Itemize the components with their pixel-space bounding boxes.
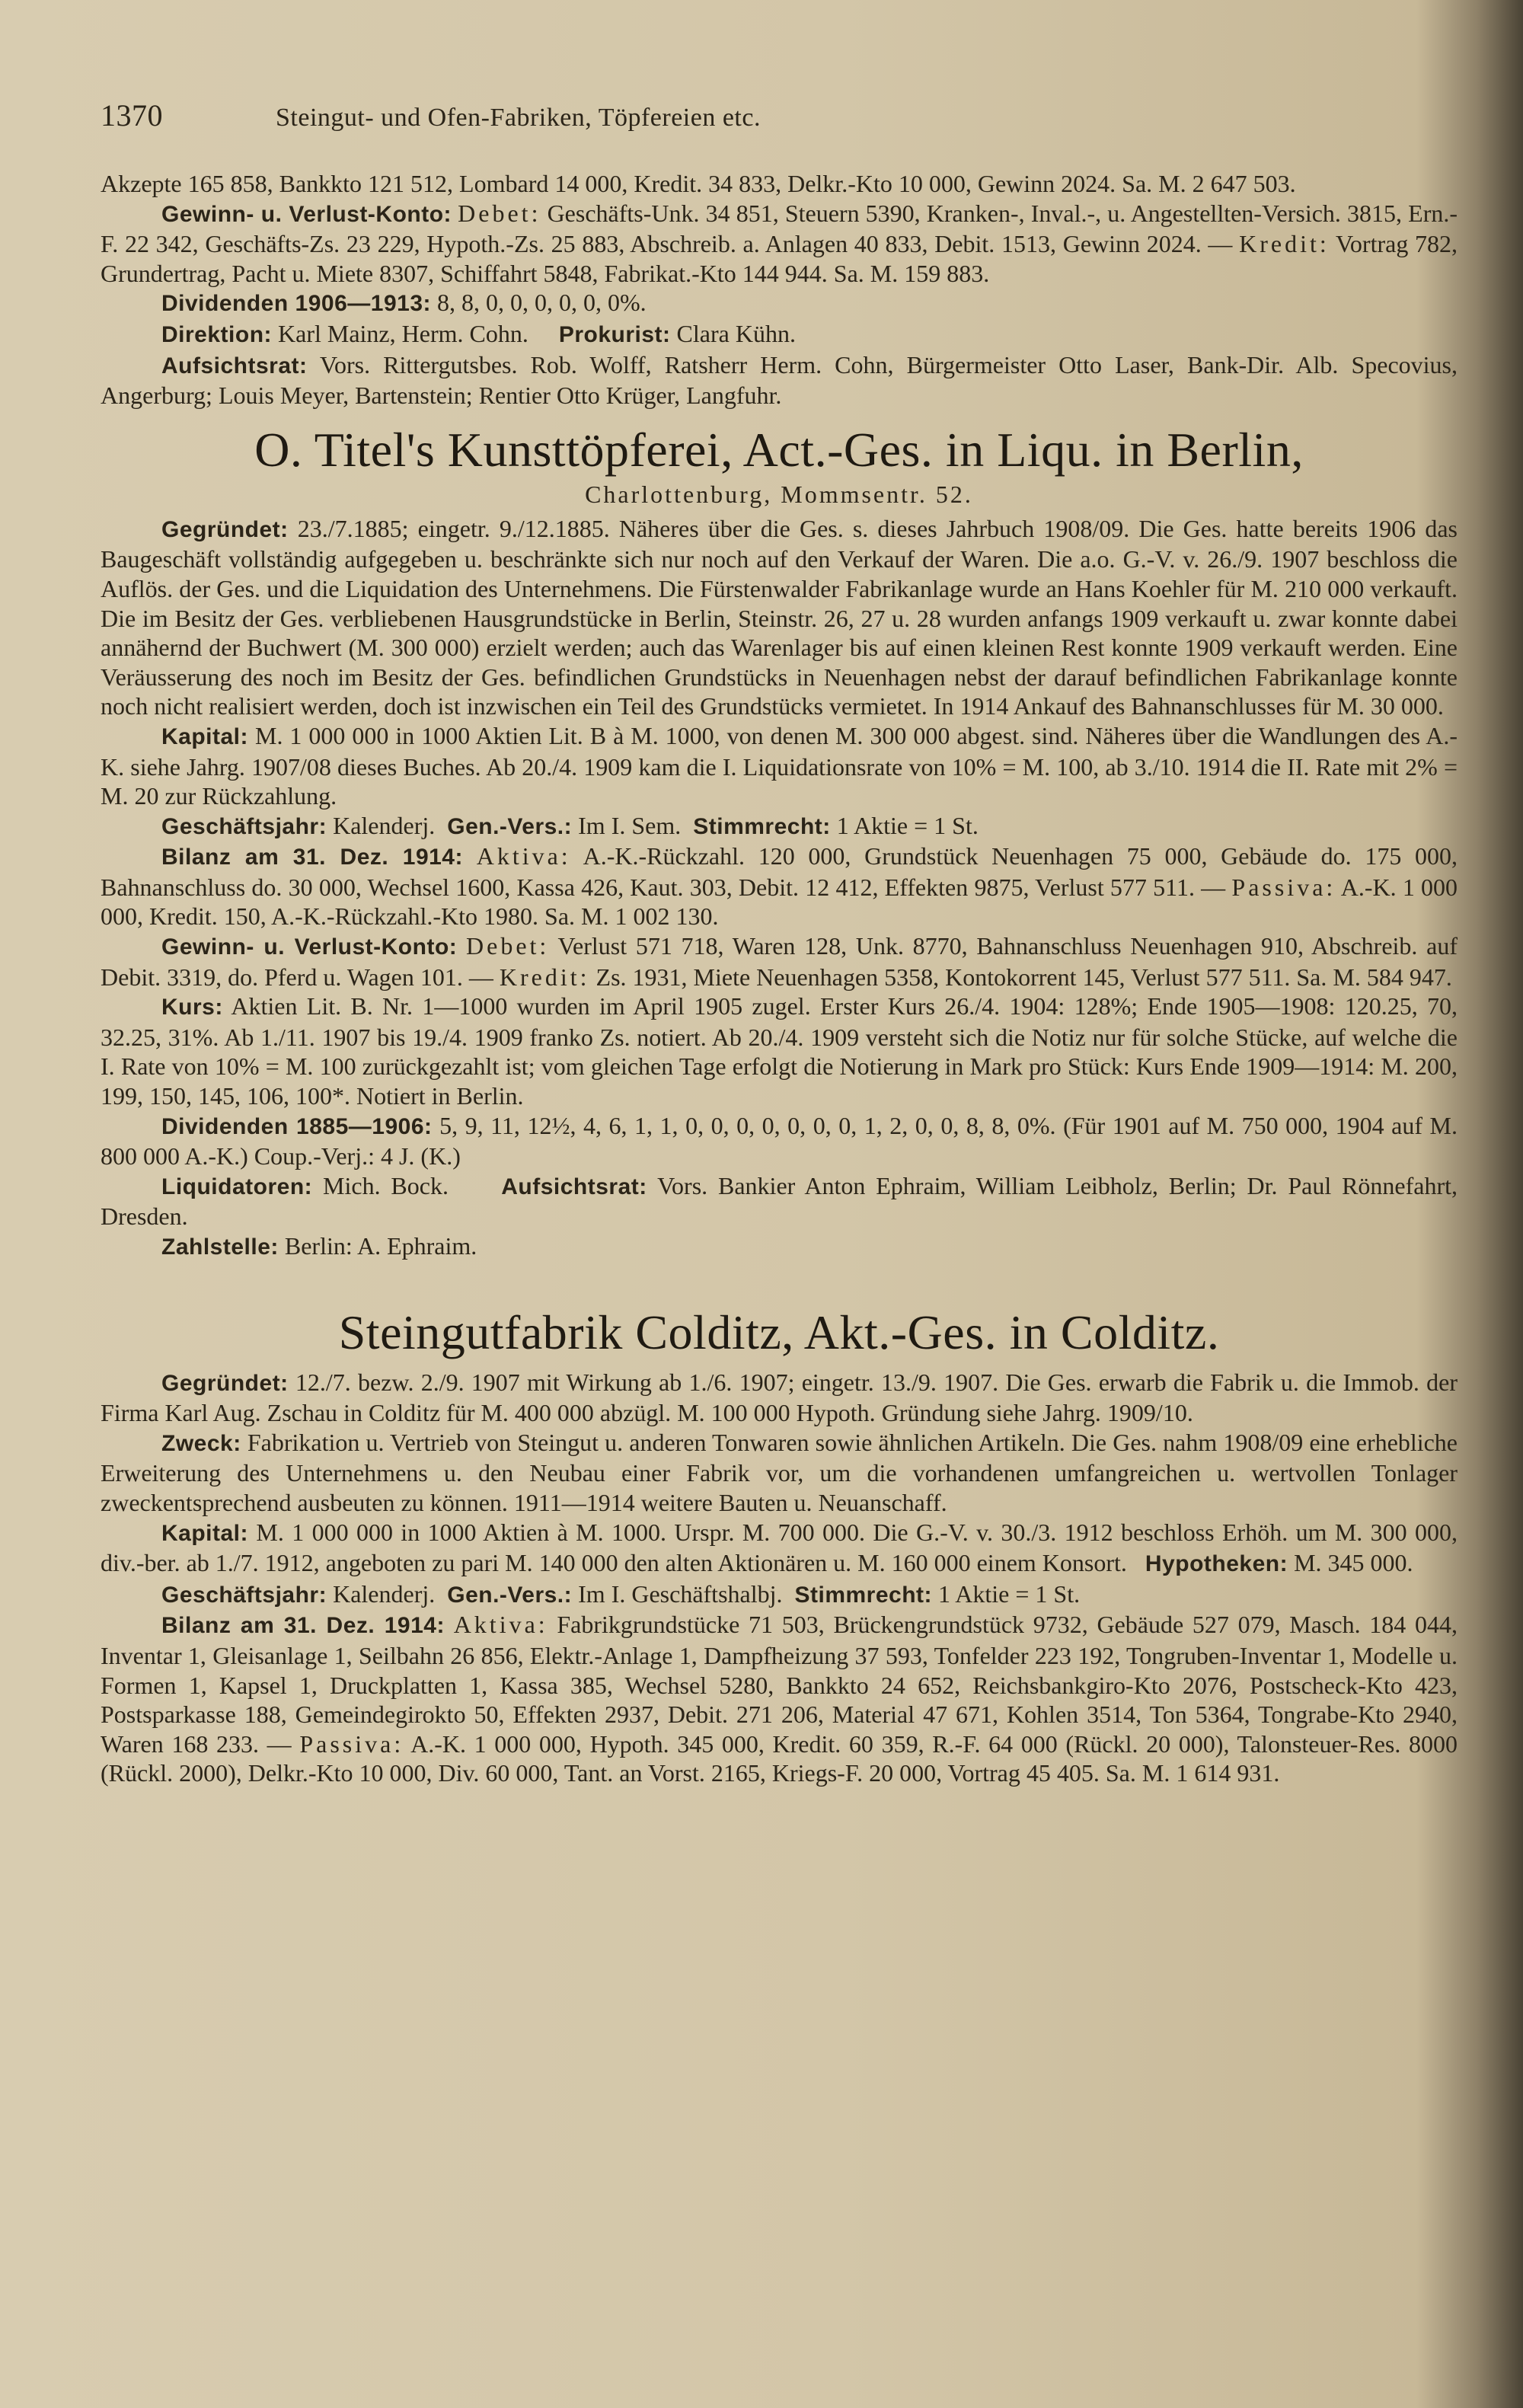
titel-paying-agent: Zahlstelle: Berlin: A. Ephraim. [161,1232,477,1260]
titel-profit-loss: Gewinn- u. Verlust-Konto: Debet: Verlust 571 718, Waren 128, Unk. 8770, Bahnanschluss Neuenhagen 910, Abschreib. auf Debit. 3319, do. Pferd u. Wagen 101. — Kredit: Zs. 1931, Miete Neuenhagen 5358, Kontokorrent 145, Verlust 577 511. Sa. M. 584 947. [101,932,1458,991]
titel-quotation: Kurs: Aktien Lit. B. Nr. 1—1000 wurden im April 1905 zugel. Erster Kurs 26./4. 1904: 128%; Ende 1905—1908: 120.25, 70, 32.25, 31%. Ab 1./11. 1907 bis 19./4. 1909 franko Zs. notiert. Ab 20./4. 1909 versteht sich die Notiz nur für solche Stücke, auf welche die I. Rate von 10% = M. 100 zurückgezahlt ist; vom gleichen Tage erfolgt die Notierung in Mark pro Stück: Kurs Ende 1909—1914: M. 200, 199, 150, 145, 106, 100*. Notiert in Berlin. [101,992,1458,1110]
titel-liquidators: Liquidatoren: Mich. Bock. Aufsichtsrat: Vors. Bankier Anton Ephraim, William Leibholz, Berlin; Dr. Paul Rönnefahrt, Dresden. [101,1171,1458,1231]
company-address-titel: Charlottenburg, Mommsentr. 52. [585,480,973,508]
company-title-colditz: Steingutfabrik Colditz, Akt.-Ges. in Colditz. [338,1305,1220,1359]
intro-dividends: Dividenden 1906—1913: 8, 8, 0, 0, 0, 0, 0, 0%. [161,289,647,317]
colditz-founded: Gegründet: 12./7. bezw. 2./9. 1907 mit Wirkung ab 1./6. 1907; eingetr. 13./9. 1907. Die Ges. erwarb die Fabrik u. die Immob. der Firma Karl Aug. Zschau in Colditz für M. 400 000 abzügl. M. 100 000 Hypoth. Gründung siehe Jahrg. 1909/10. [101,1368,1458,1427]
colditz-purpose: Zweck: Fabrikation u. Vertrieb von Steingut u. anderen Tonwaren sowie ähnlichen Artikeln. Die Ges. nahm 1908/09 eine erhebliche Erweiterung des Unternehmens u. den Neubau einer Fabrik vor, um die vorhandenen umfangreichen u. wertvollen Tonlager zweckentsprechend ausbeuten zu können. 1911—1914 weitere Bauten u. Neuanschaff. [101,1428,1458,1516]
colditz-balance: Bilanz am 31. Dez. 1914: Aktiva: Fabrikgrundstücke 71 503, Brückengrundstück 9732, Gebäude 527 079, Masch. 184 044, Inventar 1, Gleisanlage 1, Seilbahn 26 856, Elektr.-Anlage 1, Dampfheizung 37 593, Tonfelder 223 192, Tongruben-Inventar 1, Modelle u. Formen 1, Kapsel 1, Druckplatten 1, Kassa 385, Wechsel 5280, Bankkto 24 652, Reichsbankgiro-Kto 2076, Postscheck-Kto 423, Postsparkasse 188, Gemeindegirokto 50, Effekten 2937, Debit. 271 206, Material 47 671, Kohlen 3514, Ton 5364, Tongrabe-Kto 2940, Waren 168 233. — Passiva: A.-K. 1 000 000, Hypoth. 345 000, Kredit. 60 359, R.-F. 64 000 (Rückl. 20 000), Talonsteuer-Res. 8000 (Rückl. 2000), Delkr.-Kto 10 000, Div. 60 000, Tant. an Vorst. 2165, Kriegs-F. 20 000, Vortrag 45 405. Sa. M. 1 614 931. [101,1611,1458,1787]
titel-fiscal-year: Geschäftsjahr: Kalenderj. Gen.-Vers.: Im I. Sem. Stimmrecht: 1 Aktie = 1 St. [161,811,979,839]
page-text [101,97,1458,1788]
titel-balance: Bilanz am 31. Dez. 1914: Aktiva: A.-K.-Rückzahl. 120 000, Grundstück Neuenhagen 75 000, Gebäude do. 175 000, Bahnanschluss do. 30 000, Wechsel 1600, Kassa 426, Kaut. 303, Debit. 12 412, Effekten 9875, Verlust 577 511. — Passiva: A.-K. 1 000 000, Kredit. 150, A.-K.-Rückzahl.-Kto 1980. Sa. M. 1 002 130. [101,842,1458,931]
company-title-titel: O. Titel's Kunsttöpferei, Act.-Ges. in Liqu. in Berlin, [254,422,1304,477]
titel-founded: Gegründet: 23./7.1885; eingetr. 9./12.1885. Näheres über die Ges. s. dieses Jahrbuch 1908/09. Die Ges. hatte bereits 1906 das Baugeschäft vollständig aufgegeben u. beschränkte sich nur noch auf den Verkauf der Waren. Die a.o. G.-V. v. 26./9. 1907 beschloss die Auflös. der Ges. und die Liquidation des Unternehmens. Die Fürstenwalder Fabrikanlage wurde an Hans Koehler für M. 210 000 verkauft. Die im Besitz der Ges. verbliebenen Hausgrundstücke in Berlin, Steinstr. 26, 27 u. 28 wurden anfangs 1909 verkauft u. zwar konnte dabei annähernd der Buchwert (M. 300 000) erzielt werden; auch das Warenlager bis auf einen kleinen Rest konnte 1909 verkauft werden. Eine Veräusserung des noch im Besitz der Ges. befindlichen Grundstücks in Neuenhagen nebst der darauf befindlichen Fabrikanlage konnte noch nicht realisiert werden, doch ist inzwischen ein Teil des Grundstücks vermietet. In 1914 Ankauf des Bahnanschlusses für M. 30 000. [101,514,1458,720]
intro-balance-continuation: Akzepte 165 858, Bankkto 121 512, Lombard 14 000, Kredit. 34 833, Delkr.-Kto 10 000, Gewinn 2024. Sa. M. 2 647 503. [101,170,1296,197]
intro-profit-loss: Gewinn- u. Verlust-Konto: Debet: Geschäfts-Unk. 34 851, Steuern 5390, Kranken-, Inval.-, u. Angestellten-Versich. 3815, Ern.-F. 22 342, Geschäfts-Zs. 23 229, Hypoth.-Zs. 25 883, Abschreib. a. Anlagen 40 833, Debit. 1513, Gewinn 2024. — Kredit: Vortrag 782, Grundertrag, Pacht u. Miete 8307, Schiffahrt 5848, Fabrikat.-Kto 144 944. Sa. M. 159 883. [101,199,1458,287]
running-title: Steingut- und Ofen-Fabriken, Töpfereien etc. [276,104,761,132]
page-number: 1370 [101,98,163,133]
intro-direction: Direktion: Karl Mainz, Herm. Cohn. Prokurist: Clara Kühn. [161,319,796,347]
intro-supervisory-board: Aufsichtsrat: Vors. Rittergutsbes. Rob. Wolff, Ratsherr Herm. Cohn, Bürgermeister Otto Laser, Bank-Dir. Alb. Specovius, Angerburg; Louis Meyer, Bartenstein; Rentier Otto Krüger, Langfuhr. [101,350,1458,410]
colditz-capital: Kapital: M. 1 000 000 in 1000 Aktien à M. 1000. Urspr. M. 700 000. Die G.-V. v. 30./3. 1912 beschloss Erhöh. um M. 300 000, div.-ber. ab 1./7. 1912, angeboten zu pari M. 140 000 den alten Aktionären u. M. 160 000 einem Konsort. Hypotheken: M. 345 000. [101,1518,1458,1577]
titel-capital: Kapital: M. 1 000 000 in 1000 Aktien Lit. B à M. 1000, von denen M. 300 000 abgest. sind. Näheres über die Wandlungen des A.-K. siehe Jahrg. 1907/08 dieses Buches. Ab 20./4. 1909 kam die I. Liquidationsrate von 10% = M. 100, ab 3./10. 1914 die II. Rate mit 2% = M. 20 zur Rückzahlung. [101,721,1458,810]
running-header [101,97,1458,151]
colditz-fiscal-year: Geschäftsjahr: Kalenderj. Gen.-Vers.: Im I. Geschäftshalbj. Stimmrecht: 1 Aktie = 1 St. [161,1579,1081,1608]
titel-dividends: Dividenden 1885—1906: 5, 9, 11, 12½, 4, 6, 1, 1, 0, 0, 0, 0, 0, 0, 0, 1, 2, 0, 0, 8, 8, 0%. (Für 1901 auf M. 750 000, 1904 auf M. 800 000 A.-K.) Coup.-Verj.: 4 J. (K.) [101,1111,1458,1170]
label-gewinn-verlust: Gewinn- u. Verlust-Konto: [161,201,452,227]
